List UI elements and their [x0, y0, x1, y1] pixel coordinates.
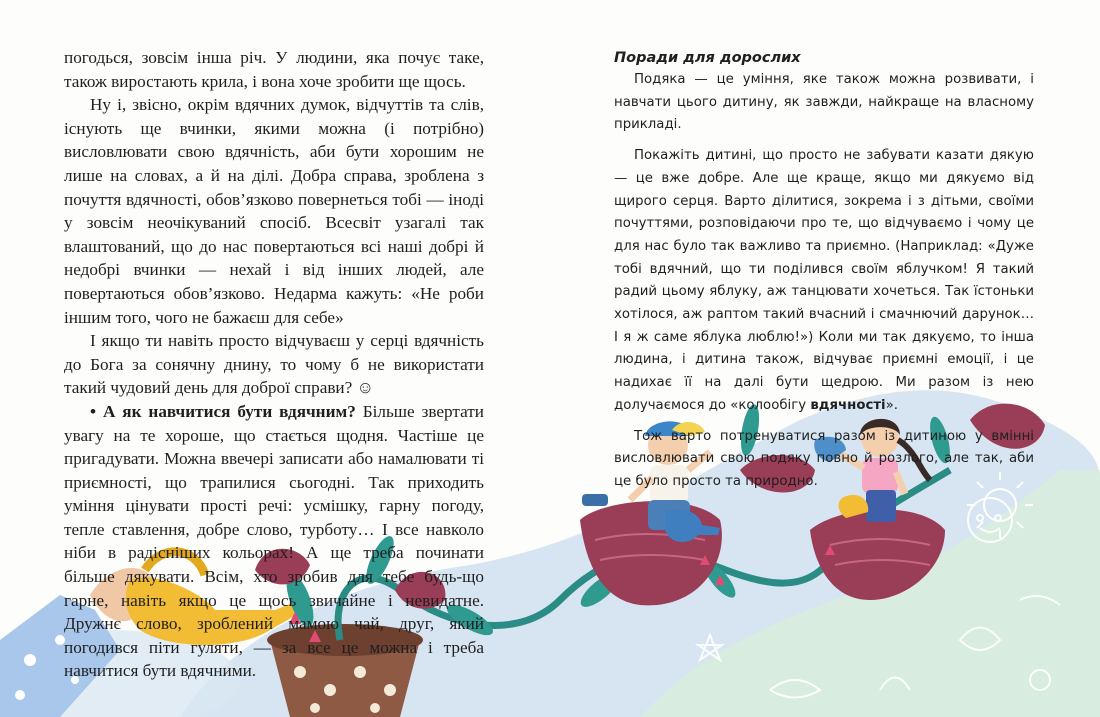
advice-heading: Поради для дорослих — [614, 50, 801, 66]
bullet-lead: • А як навчитися бути вдячним? — [90, 401, 356, 421]
bold-word: вдячності — [810, 397, 886, 413]
left-column — [64, 46, 484, 683]
right-paragraph-2 — [614, 145, 1034, 417]
right-paragraph-2-text: Покажіть дитині, що просто не забувати казати дякую — це вже добре. Але ще краще, якщо ми дякуємо від щирого серця. Варто ділитися, зокрема і з дітьми, своїми почуттями, розповідаючи про те, що відчуваємо і чому це для нас було так важливо та приємно. (Наприклад: «Дуже тобі вдячний, що ти поділився своїм яблучком! Я такий радий цьому яблуку, аж танцювати хочеться. Так їстоньки хотілося, аж раптом такий вчасний і смачнючий дарунок… І я ж саме яблука люблю!») Коли ми так дякуємо, то інша людина, і дитина також, відчуває приємні емоції, і це надихає її на далі бути щедрою. Ми разом із нею долучаємося до «колообігу — [614, 148, 1034, 413]
right-paragraph-3: Тож варто потренуватися разом із дитиною у вмінні висловлювати свою подяку повно й розлого, але так, аби це було просто та природно. — [614, 428, 1034, 489]
right-paragraph-2-end: ». — [885, 397, 898, 413]
left-paragraph-3: І якщо ти навіть просто відчуваєш у серці вдячність до Бога за сонячну днину, то чому б не використати такий чудовий день для доброї справи? ☺ — [64, 331, 484, 398]
left-bullet-paragraph — [64, 400, 484, 683]
bullet-text: Більше звертати увагу на те хороше, що стається щодня. Частіше це пригадувати. Можна ввечері записати або намалювати ті приємності, що трапилися сьогодні. Так приходить уміння цінувати прості речі: усмішку, гарну погоду, тепле ставлення, добре слово, турботу… І все навколо ніби в радісніших кольорах! А ще треба починати більше дякувати. Всім, хто зробив для тебе будь-що гарне, навіть якщо це щось звичайне і невидатне. Дружнє слово, зроблений мамою чай, друг, який погодився піти гуляти, — за все це можна і треба навчитися бути вдячними. — [64, 401, 484, 681]
left-paragraph-2: Ну і, звісно, окрім вдячних думок, відчуттів та слів, існують ще вчинки, якими можна (і потрібно) висловлювати свою вдячність, аби бути хорошим не лише на словах, а й на ділі. Добра справа, зроблена з почуття вдячності, обов’язково повернеться тобі — іноді у зовсім неочікуваний спосіб. Всесвіт узагалі так влаштований, що до нас повертаються всі наші добрі й недобрі вчинки — нехай і від інших людей, але повертаються обов’язково. Недарма кажуть: «Не роби іншим того, чого не бажаєш для себе» — [64, 95, 484, 327]
right-paragraph-1: Подяка — це уміння, яке також можна розвивати, і навчати цього дитину, як завжди, найкраще на власному прикладі. — [614, 72, 1034, 133]
left-paragraph-1: погодься, зовсім інша річ. У людини, яка почує таке, також виростають крила, і вона хоче зробити ще щось. — [64, 48, 484, 91]
right-column — [614, 48, 1034, 502]
